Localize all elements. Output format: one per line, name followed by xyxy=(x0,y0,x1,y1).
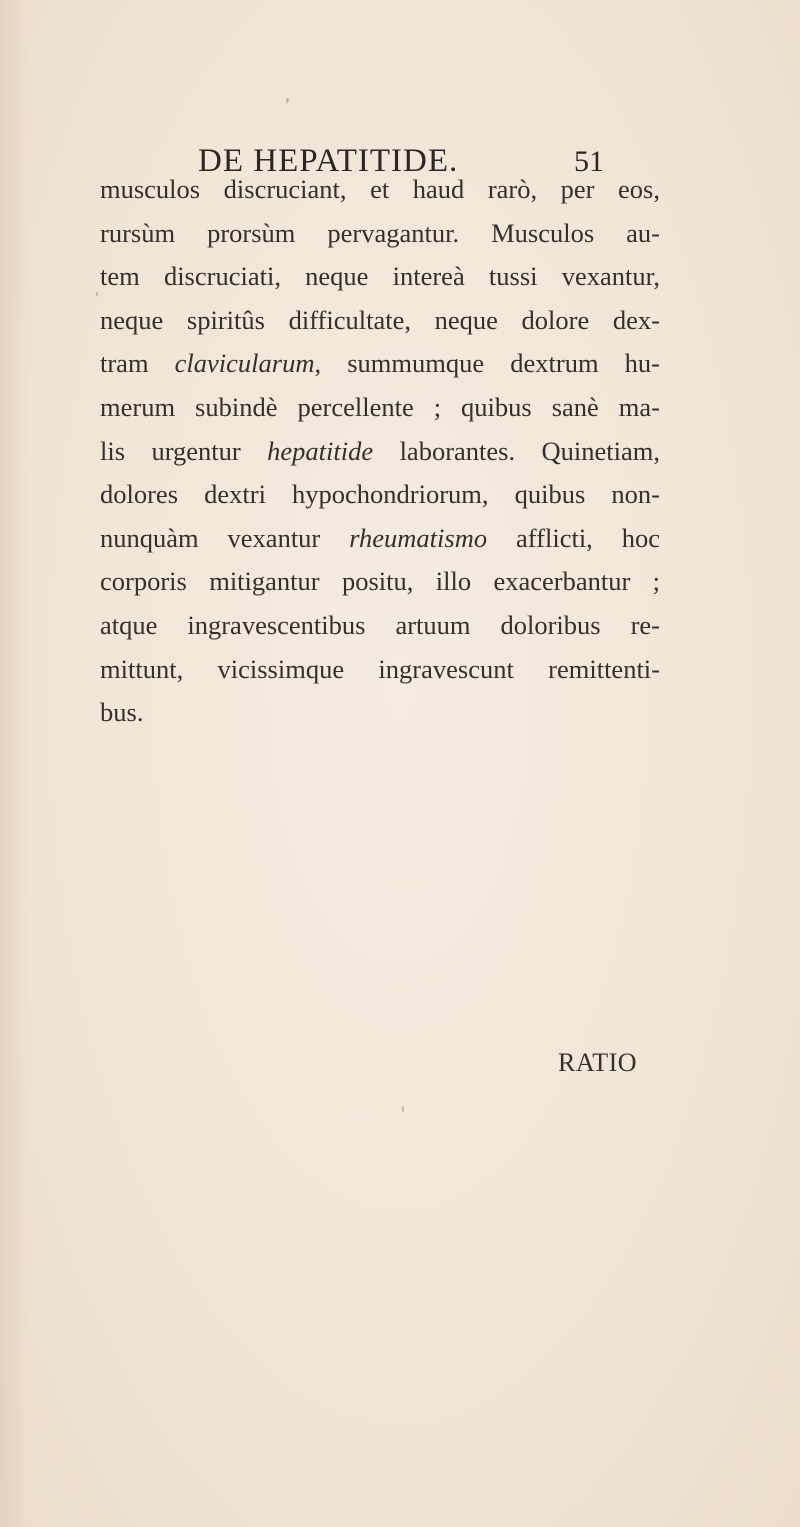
page-gutter-shadow xyxy=(0,0,28,1527)
text-line: bus. xyxy=(100,697,144,728)
italic-term: hepatitide xyxy=(267,435,374,466)
text-line: neque spiritûs difficultate, neque dolore dex- xyxy=(100,304,660,335)
text-line: rursùm prorsùm pervagantur. Musculos au- xyxy=(100,217,660,248)
catchword: RATIO xyxy=(558,1048,638,1077)
text-line: tem discruciati, neque intereà tussi vexantur, xyxy=(100,261,660,292)
text-line: dolores dextri hypochondriorum, quibus non- xyxy=(100,479,660,510)
text-line: tram clavicularum, summumque dextrum hu- xyxy=(100,348,660,379)
ink-speck xyxy=(96,292,98,296)
text-line: merum subindè percellente ; quibus sanè ma- xyxy=(100,391,660,422)
text-line: mittunt, vicissimque ingravescunt remittenti- xyxy=(100,653,660,684)
text-line: lis urgentur hepatitide laborantes. Quinetiam, xyxy=(100,435,660,466)
text-line: musculos discruciant, et haud rarò, per eos, xyxy=(100,174,660,204)
italic-term: rheumatismo xyxy=(349,522,488,553)
ink-speck xyxy=(286,98,289,103)
text-line: nunquàm vexantur rheumatismo afflicti, hoc xyxy=(100,522,660,553)
page-number: 51 xyxy=(574,145,604,178)
running-title: DE HEPATITIDE. xyxy=(198,143,459,179)
text-line: corporis mitigantur positu, illo exacerbantur ; xyxy=(100,566,660,597)
text-line: atque ingravescentibus artuum doloribus re- xyxy=(100,609,660,640)
italic-term: clavicularum xyxy=(174,348,315,379)
body-text xyxy=(100,168,660,735)
ink-speck xyxy=(402,1106,404,1112)
